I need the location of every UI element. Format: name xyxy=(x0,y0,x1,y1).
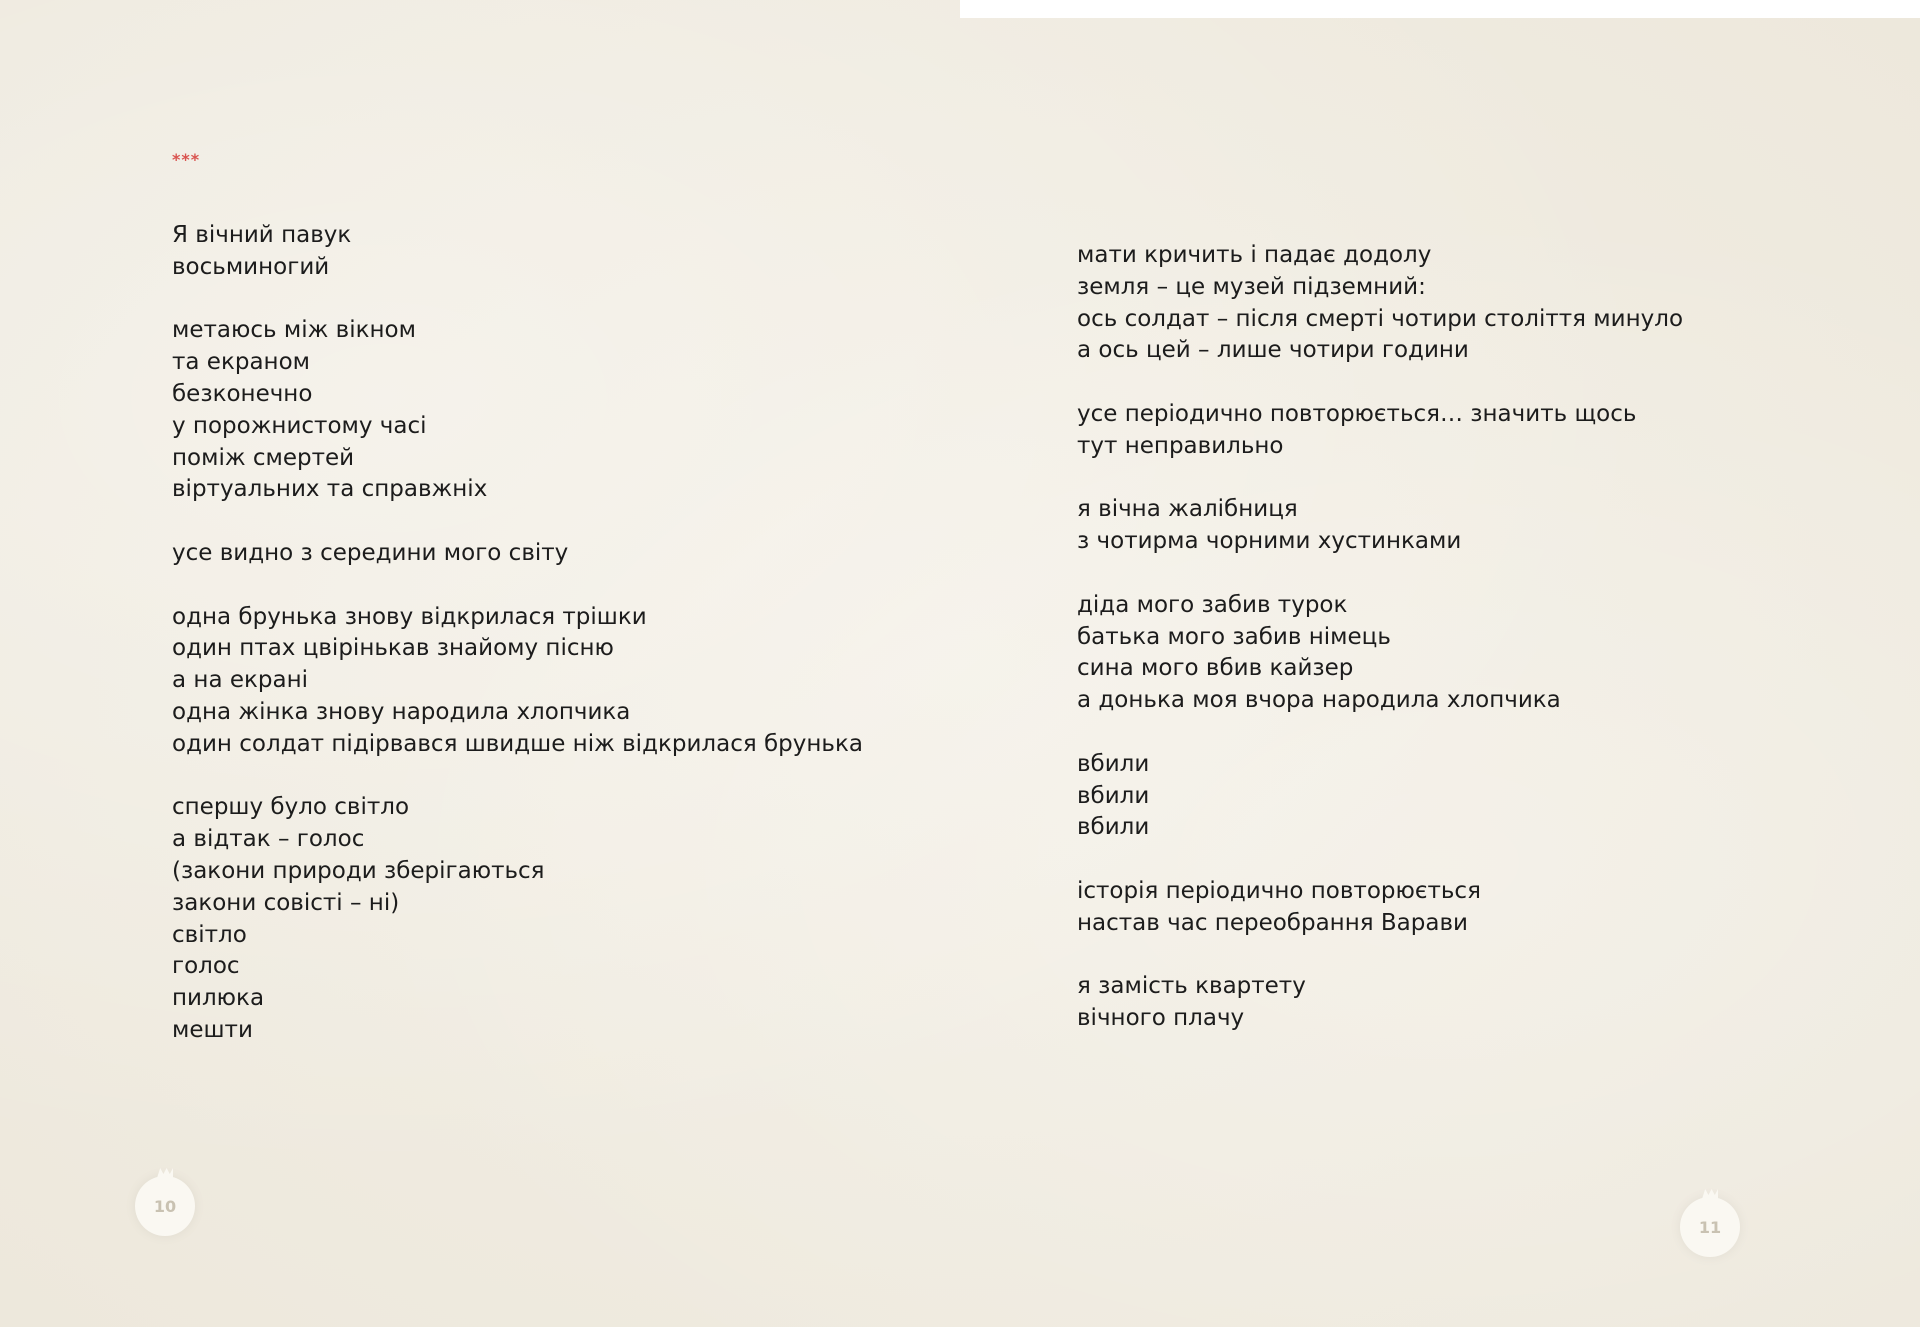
poem-line: а на екрані xyxy=(172,667,309,694)
poem-line: спершу було світло xyxy=(172,794,410,821)
poem-line: батька мого забив німець xyxy=(1077,623,1391,650)
poem-line: а донька моя вчора народила хлопчика xyxy=(1077,687,1561,714)
poem-line: а ось цей – лише чотири години xyxy=(1077,337,1469,364)
poem-line: Я вічний павук xyxy=(172,222,352,248)
stanza xyxy=(1077,876,1683,940)
poem-left xyxy=(172,220,863,1079)
poem-line: та екраном xyxy=(172,349,310,376)
poem-line: восьминогий xyxy=(172,253,330,280)
poem-line: діда мого забив турок xyxy=(1077,591,1348,618)
poem-line: історія періодично повторюється xyxy=(1077,877,1481,904)
poem-line: земля – це музей підземний: xyxy=(1077,273,1426,300)
poem-line: (закони природи зберігаються xyxy=(172,857,545,884)
poem-line: поміж смертей xyxy=(172,444,355,471)
poem-line: настав час переобрання Варави xyxy=(1077,909,1468,936)
stanza xyxy=(1077,240,1683,367)
poem-line: ось солдат – після смерті чотири століття минуло xyxy=(1077,305,1684,332)
stanza xyxy=(1077,399,1683,463)
stanza xyxy=(172,792,863,1046)
poem-line: світло xyxy=(172,921,247,948)
stanza xyxy=(1077,971,1683,1035)
poem-line: один птах цвірінькав знайому пісню xyxy=(172,635,614,662)
poem-line: вічного плачу xyxy=(1077,1005,1245,1032)
poem-line: вбили xyxy=(1077,750,1150,777)
poem-right xyxy=(1077,240,1683,1067)
poem-line: усе періодично повторюється… значить щось xyxy=(1077,400,1637,427)
poem-line: сина мого вбив кайзер xyxy=(1077,655,1354,682)
stanza xyxy=(172,220,863,284)
poem-line: один солдат підірвався швидше ніж відкрилася брунька xyxy=(172,730,863,757)
poem-line: усе видно з середини мого світу xyxy=(172,539,569,566)
poem-line: з чотирма чорними хустинками xyxy=(1077,528,1462,555)
stanza xyxy=(172,315,863,506)
poem-line: метаюсь між вікном xyxy=(172,317,416,344)
poem-line: тут неправильно xyxy=(1077,432,1284,459)
poem-line: пилюка xyxy=(172,985,265,1012)
poem-line: у порожнистому часі xyxy=(172,412,427,439)
poem-line: мешти xyxy=(172,1016,253,1043)
section-ornament: *** xyxy=(172,150,201,169)
page-number: 10 xyxy=(135,1176,195,1236)
poem-line: закони совісті – ні) xyxy=(172,889,400,916)
poem-line: голос xyxy=(172,953,240,980)
poem-line: мати кричить і падає додолу xyxy=(1077,242,1432,268)
poem-line: вбили xyxy=(1077,782,1150,809)
poem-line: безконечно xyxy=(172,380,313,407)
stanza xyxy=(1077,494,1683,558)
stanza xyxy=(1077,749,1683,844)
stanza xyxy=(172,602,863,761)
poem-line: я вічна жалібниця xyxy=(1077,496,1298,523)
page-number: 11 xyxy=(1680,1197,1740,1257)
stanza xyxy=(1077,590,1683,717)
poem-line: віртуальних та справжніх xyxy=(172,476,488,503)
poem-line: вбили xyxy=(1077,814,1150,841)
poem-line: а відтак – голос xyxy=(172,826,365,853)
poem-line: одна жінка знову народила хлопчика xyxy=(172,698,631,725)
stanza xyxy=(172,538,863,570)
poem-line: одна брунька знову відкрилася трішки xyxy=(172,603,647,630)
right-page xyxy=(960,0,1920,1327)
poem-line: я замість квартету xyxy=(1077,973,1306,1000)
